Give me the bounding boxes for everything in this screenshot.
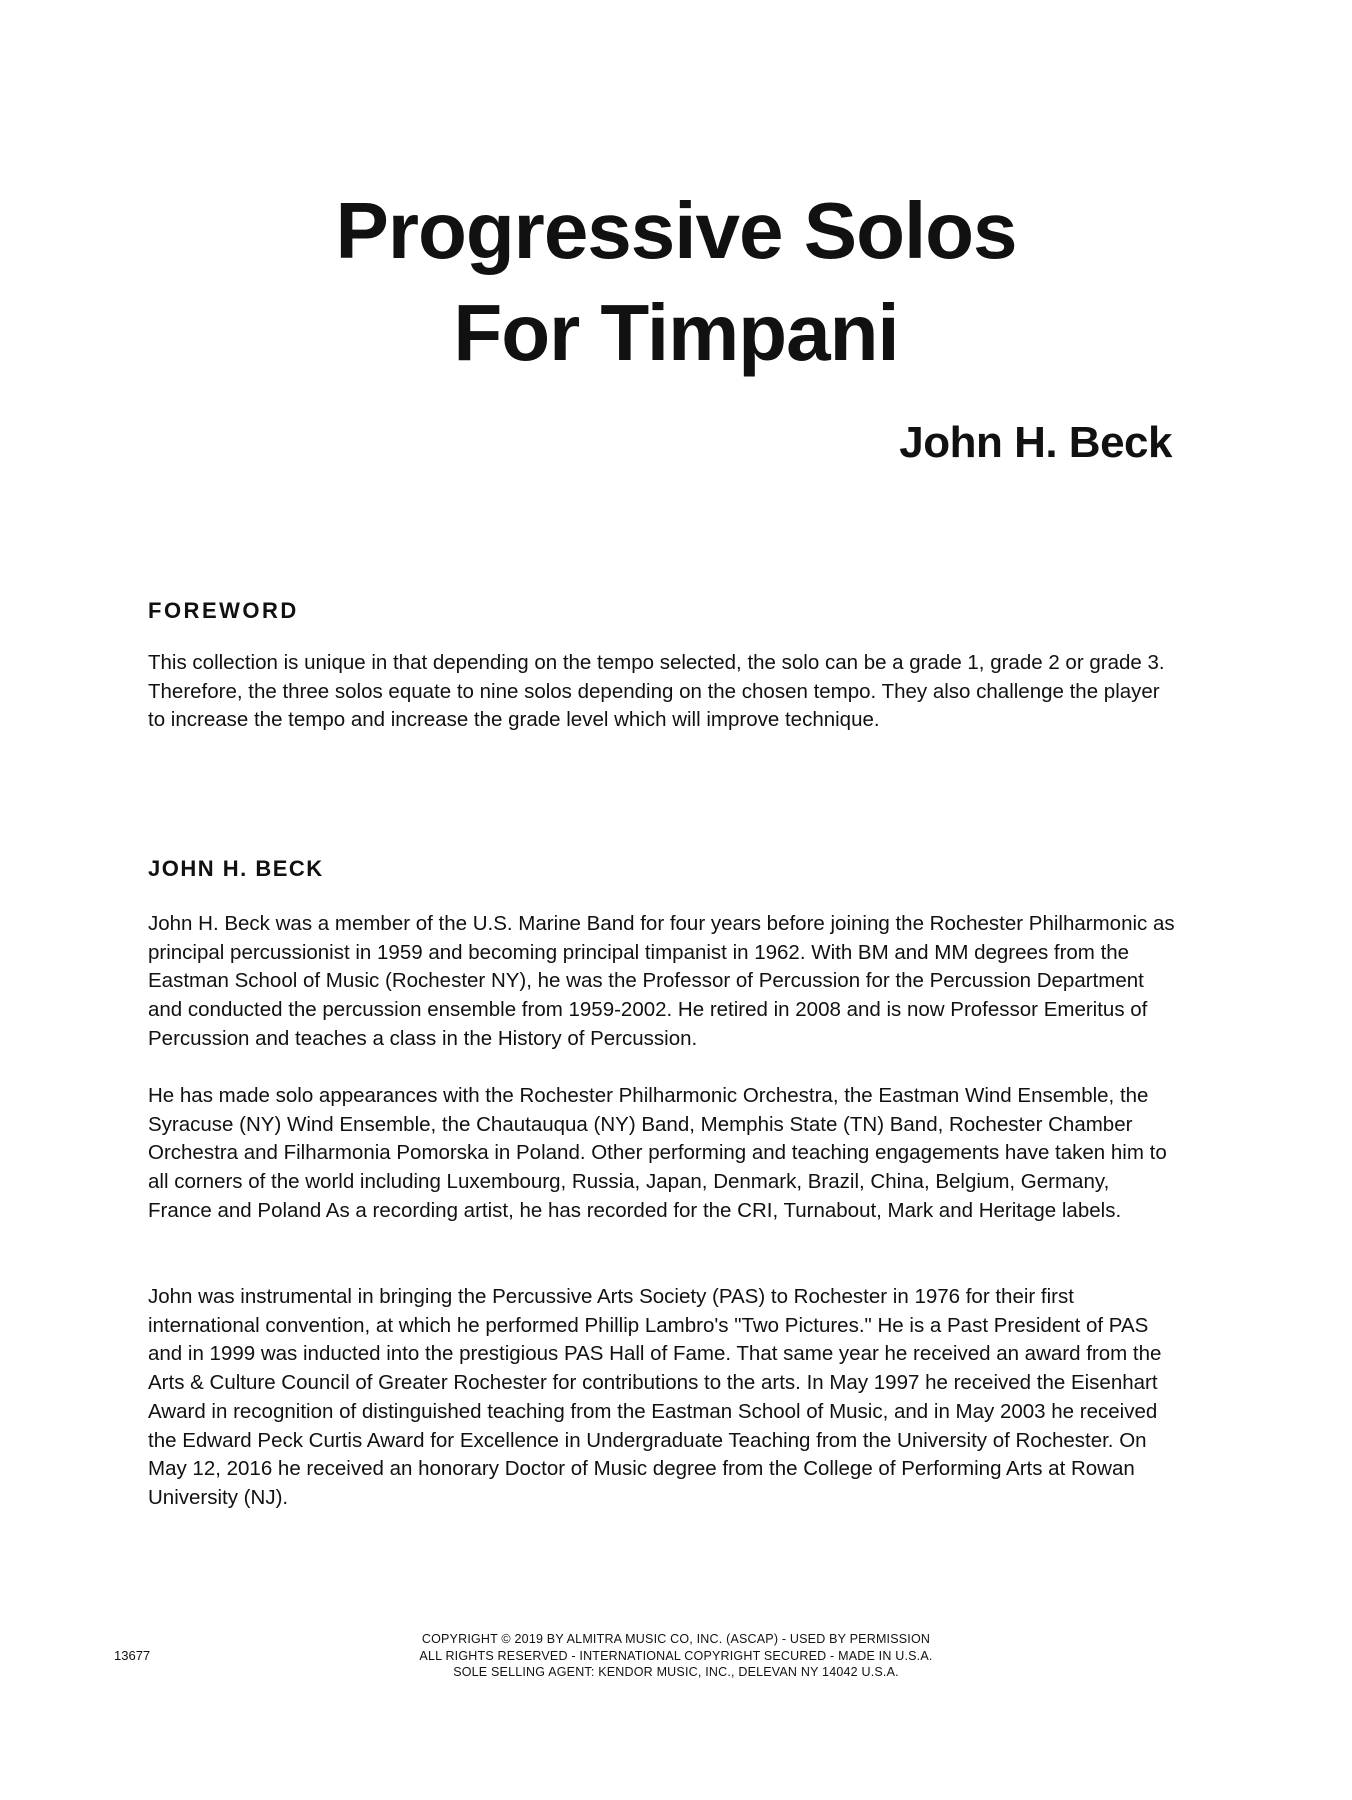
bio-paragraph: John H. Beck was a member of the U.S. Marine Band for four years before joining the Rochester Philharmonic as principal percussionist in 1959 and becoming principal timpanist in 1962. With BM and MM degrees from the Eastman School of Music (Rochester NY), he was the Professor of Percussion for the Percussion Department and conducted the percussion ensemble from 1959-2002. He retired in 2008 and is now Professor Emeritus of Percussion and teaches a class in the History of Percussion. [148, 912, 1175, 1050]
author-name: John H. Beck [899, 418, 1172, 467]
bio-heading: JOHN H. BECK [148, 856, 324, 881]
bio-paragraph: He has made solo appearances with the Rochester Philharmonic Orchestra, the Eastman Wind Ensemble, the Syracuse (NY) Wind Ensemble, the Chautauqua (NY) Band, Memphis State (TN) Band, Rochester Chamber Orchestra and Filharmonia Pomorska in Poland. Other performing and teaching engagements have taken him to all corners of the world including Luxembourg, Russia, Japan, Denmark, Brazil, China, Belgium, Germany, France and Poland As a recording artist, he has recorded for the CRI, Turnabout, Mark and Heritage labels. [148, 1084, 1167, 1222]
copyright-line: SOLE SELLING AGENT: KENDOR MUSIC, INC., DELEVAN NY 14042 U.S.A. [453, 1665, 899, 1679]
copyright-line: ALL RIGHTS RESERVED - INTERNATIONAL COPYRIGHT SECURED - MADE IN U.S.A. [419, 1648, 933, 1663]
foreword-text: This collection is unique in that depending on the tempo selected, the solo can be a grade 1, grade 2 or grade 3. Therefore, the three solos equate to nine solos depending on the chosen tempo. They also challenge the player to increase the tempo and increase the grade level which will improve technique. [148, 651, 1165, 732]
copyright-block [326, 1631, 1026, 1681]
bio-paragraph: John was instrumental in bringing the Percussive Arts Society (PAS) to Rochester in 1976 for their first international convention, at which he performed Phillip Lambro's "Two Pictures." He is a Past President of PAS and in 1999 was inducted into the prestigious PAS Hall of Fame. That same year he received an award from the Arts & Culture Council of Greater Rochester for contributions to the arts. In May 1997 he received the Eisenhart Award in recognition of distinguished teaching from the Eastman School of Music, and in May 2003 he received the Edward Peck Curtis Award for Excellence in Undergraduate Teaching from the University of Rochester. On May 12, 2016 he received an honorary Doctor of Music degree from the College of Performing Arts at Rowan University (NJ). [148, 1285, 1162, 1509]
copyright-line: COPYRIGHT © 2019 BY ALMITRA MUSIC CO, INC. (ASCAP) - USED BY PERMISSION [421, 1632, 931, 1646]
title-line-2: For Timpani [453, 288, 899, 377]
catalog-number: 13677 [114, 1648, 151, 1663]
foreword-heading: FOREWORD [148, 598, 299, 623]
title-line-1: Progressive Solos [335, 186, 1017, 275]
